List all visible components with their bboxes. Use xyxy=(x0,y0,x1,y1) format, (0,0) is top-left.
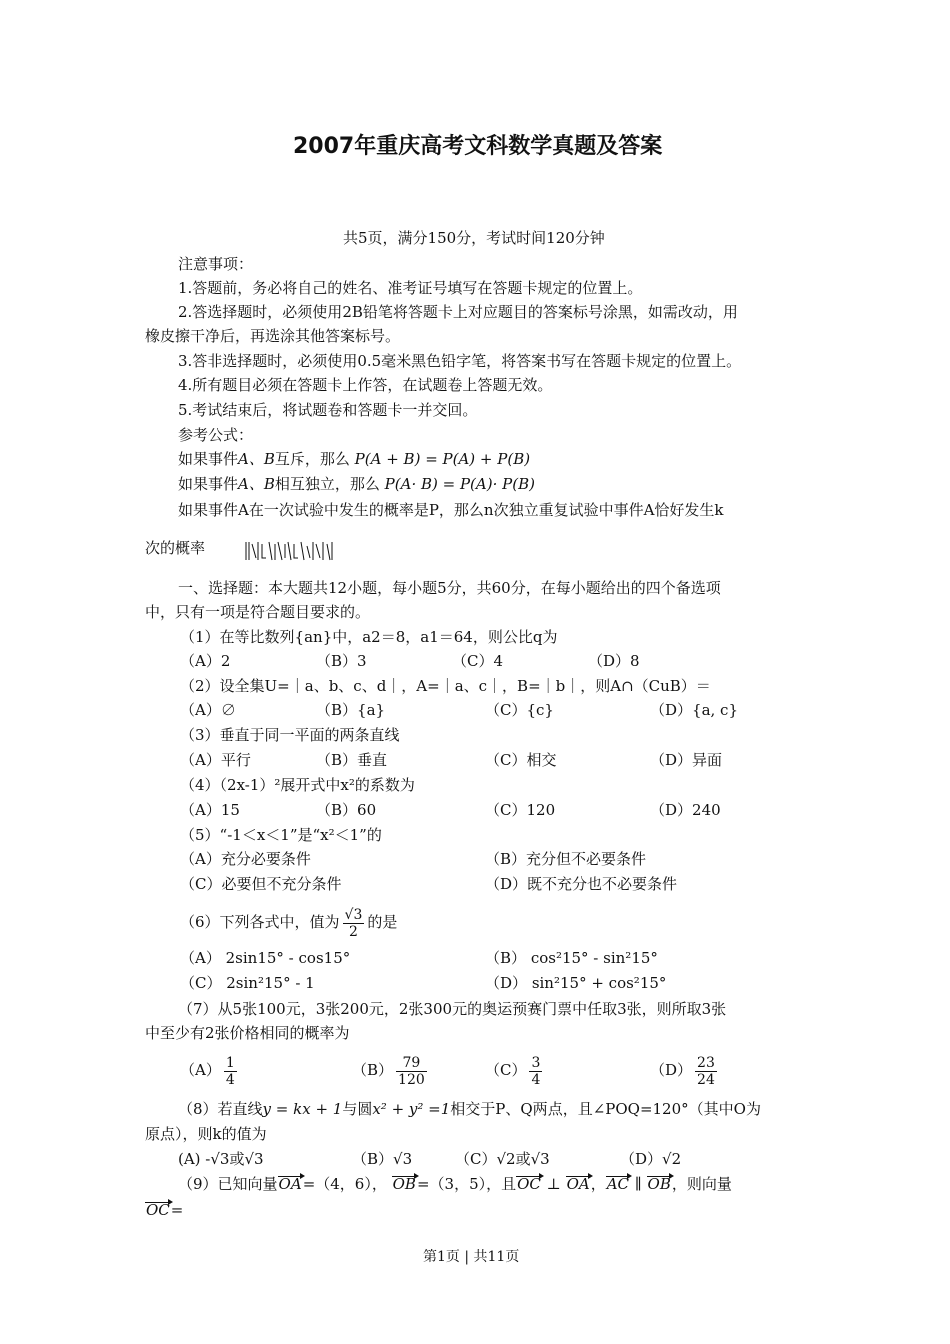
page-footer: 第1页 | 共11页 xyxy=(423,1249,520,1265)
notice-item: 2.答选择题时，必须使用2B铅笔将答题卡上对应题目的答案标号涂黑，如需改动，用 xyxy=(178,303,738,321)
vector-oa: OA xyxy=(278,1175,302,1193)
section-heading: 中，只有一项是符合题目要求的。 xyxy=(145,603,371,621)
q7-option-a xyxy=(180,1050,240,1090)
page-title: 2007年重庆高考文科数学真题及答案 xyxy=(293,134,663,159)
q9-text: ，则向量 xyxy=(671,1175,732,1193)
q7-option-b xyxy=(352,1050,430,1090)
question-1: （1）在等比数列{an}中，a2＝8，a1＝64，则公比q为 xyxy=(180,628,558,646)
option-label: （A） xyxy=(180,1061,221,1079)
formula-line-3: 如果事件A在一次试验中发生的概率是P，那么n次独立重复试验中事件A恰好发生k xyxy=(178,501,724,519)
question-9-cont xyxy=(145,1200,183,1220)
q6-option-a xyxy=(180,948,350,968)
q9-text: = xyxy=(170,1201,184,1219)
frac-num: 79 xyxy=(396,1055,427,1072)
q5-option-c: （C）必要但不充分条件 xyxy=(180,875,342,893)
frac-den: 4 xyxy=(225,1071,235,1088)
formula-line-1 xyxy=(178,449,530,469)
formula-text: 如果事件 xyxy=(178,475,239,493)
q1-option-d: （D）8 xyxy=(588,652,640,670)
q8-option-c: （C）√2或√3 xyxy=(455,1150,550,1168)
q3-option-b: （B）垂直 xyxy=(316,751,388,769)
q7-frac xyxy=(396,1055,427,1088)
formula-var: A、B xyxy=(238,475,275,493)
q6-frac-den: 2 xyxy=(349,923,358,940)
q5-option-d: （D）既不充分也不必要条件 xyxy=(485,875,678,893)
q9-text: =（4，6）， xyxy=(302,1175,387,1193)
q6-frac-num: √3 xyxy=(344,906,363,923)
q8-option-a: (A) -√3或√3 xyxy=(178,1150,264,1168)
q2-option-a: （A）∅ xyxy=(180,701,236,719)
binomial-formula-image xyxy=(244,538,336,564)
notice-heading: 注意事项： xyxy=(178,255,254,273)
question-5: （5）“-1＜x＜1”是“x²＜1”的 xyxy=(180,826,382,844)
question-7-cont: 中至少有2张价格相同的概率为 xyxy=(145,1024,350,1042)
formula-expr: P(A· B) = P(A)· P(B) xyxy=(384,475,535,493)
formula-text: 互斥，那么 xyxy=(274,450,350,468)
formula-line-2 xyxy=(178,474,535,494)
option-label: （C） xyxy=(180,974,222,992)
notice-item: 橡皮擦干净后，再选涂其他答案标号。 xyxy=(145,327,401,345)
q7-frac xyxy=(224,1055,237,1088)
q1-option-c: （C）4 xyxy=(452,652,504,670)
option-label: （D） xyxy=(650,1061,693,1079)
question-8-cont: 原点），则k的值为 xyxy=(145,1125,267,1143)
option-label: （B） xyxy=(485,949,527,967)
q8-text: 与圆 xyxy=(342,1100,373,1118)
formula-heading: 参考公式： xyxy=(178,426,254,444)
q4-option-c: （C）120 xyxy=(485,801,556,819)
question-2: （2）设全集U=｜a、b、c、d｜，A=｜a、c｜，B=｜b｜，则A∩（CuB）＝ xyxy=(180,677,711,695)
question-6 xyxy=(180,902,397,942)
q4-option-a: （A）15 xyxy=(180,801,240,819)
section-heading: 一、选择题：本大题共12小题，每小题5分，共60分，在每小题给出的四个备选项 xyxy=(178,579,721,597)
question-9: （9）已知向量OA=（4，6）， OB=（3，5），且OC ⊥ OA，AC ∥ OB，则向量 xyxy=(178,1175,732,1193)
q8-line-expr: y = kx + 1 xyxy=(262,1100,343,1118)
q8-text: 相交于P、Q两点，且∠POQ=120°（其中O为 xyxy=(450,1100,761,1118)
option-label: （B） xyxy=(352,1061,394,1079)
option-expr: 2sin²15° - 1 xyxy=(226,974,315,992)
formula-text: 如果事件 xyxy=(178,450,239,468)
q1-option-b: （B）3 xyxy=(316,652,367,670)
frac-num: 3 xyxy=(531,1054,541,1071)
q1-option-a: （A）2 xyxy=(180,652,231,670)
q8-option-d: （D）√2 xyxy=(620,1150,682,1168)
formula-expr: P(A + B) = P(A) + P(B) xyxy=(354,450,531,468)
notice-item: 1.答题前，务必将自己的姓名、准考证号填写在答题卡规定的位置上。 xyxy=(178,279,643,297)
option-label: （C） xyxy=(485,1061,527,1079)
frac-num: 23 xyxy=(697,1054,715,1071)
notice-item: 3.答非选择题时，必须使用0.5毫米黑色铅字笔，将答案书写在答题卡规定的位置上。 xyxy=(178,352,742,370)
formula-text: 相互独立，那么 xyxy=(274,475,380,493)
frac-den: 4 xyxy=(531,1071,541,1088)
q7-frac xyxy=(695,1055,717,1088)
option-label: （D） xyxy=(485,974,528,992)
q7-option-c xyxy=(485,1050,545,1090)
vector-ob: OB xyxy=(647,1175,671,1193)
perp-symbol: ⊥ xyxy=(546,1175,561,1193)
notice-item: 5.考试结束后，将试题卷和答题卡一并交回。 xyxy=(178,401,478,419)
q8-option-b: （B）√3 xyxy=(352,1150,413,1168)
q9-text: =（3，5），且 xyxy=(416,1175,517,1193)
q8-text: （8）若直线 xyxy=(178,1100,263,1118)
q8-circle-expr: x² + y² =1 xyxy=(372,1100,451,1118)
q2-option-d: （D）{a, c} xyxy=(650,701,738,719)
q6-stem-text: 的是 xyxy=(367,913,398,931)
exam-info: 共5页，满分150分，考试时间120分钟 xyxy=(343,229,605,247)
question-8 xyxy=(178,1099,761,1119)
q4-option-d: （D）240 xyxy=(650,801,721,819)
option-expr: cos²15° - sin²15° xyxy=(530,949,658,967)
formula-var: A、B xyxy=(238,450,275,468)
question-7: （7）从5张100元，3张200元，2张300元的奥运预赛门票中任取3张，则所取3张 xyxy=(178,1000,727,1018)
vector-ac: AC xyxy=(606,1175,630,1193)
q4-option-b: （B）60 xyxy=(316,801,377,819)
q5-option-b: （B）充分但不必要条件 xyxy=(485,850,647,868)
option-label: （A） xyxy=(180,949,221,967)
vector-oc: OC xyxy=(517,1175,541,1193)
q9-text: （9）已知向量 xyxy=(178,1175,278,1193)
question-3: （3）垂直于同一平面的两条直线 xyxy=(180,726,400,744)
notice-item: 4.所有题目必须在答题卡上作答，在试题卷上答题无效。 xyxy=(178,376,553,394)
vector-ob: OB xyxy=(392,1175,416,1193)
q6-option-c xyxy=(180,973,315,993)
q3-option-d: （D）异面 xyxy=(650,751,723,769)
q6-option-d xyxy=(485,973,666,993)
frac-num: 1 xyxy=(225,1054,235,1071)
frac-den: 120 xyxy=(398,1071,425,1088)
q2-option-b: （B）{a} xyxy=(316,701,386,719)
formula-line-3-tail xyxy=(145,538,205,558)
q2-option-c: （C）{c} xyxy=(485,701,554,719)
frac-den: 24 xyxy=(697,1071,715,1088)
q5-option-a: （A）充分必要条件 xyxy=(180,850,311,868)
q7-frac xyxy=(529,1055,542,1088)
question-4: （4）（2x-1）²展开式中x²的系数为 xyxy=(180,776,415,794)
vector-oc: OC xyxy=(146,1201,170,1219)
q3-option-c: （C）相交 xyxy=(485,751,557,769)
q7-option-d xyxy=(650,1050,720,1090)
formula-text: 次的概率 xyxy=(145,539,206,557)
option-expr: 2sin15° - cos15° xyxy=(225,949,351,967)
vector-oa: OA xyxy=(566,1175,590,1193)
q3-option-a: （A）平行 xyxy=(180,751,251,769)
q6-fraction xyxy=(343,907,365,940)
q6-stem-text: （6）下列各式中，值为 xyxy=(180,913,340,931)
parallel-symbol: ∥ xyxy=(634,1175,642,1193)
q6-option-b xyxy=(485,948,658,968)
option-expr: sin²15° + cos²15° xyxy=(531,974,667,992)
